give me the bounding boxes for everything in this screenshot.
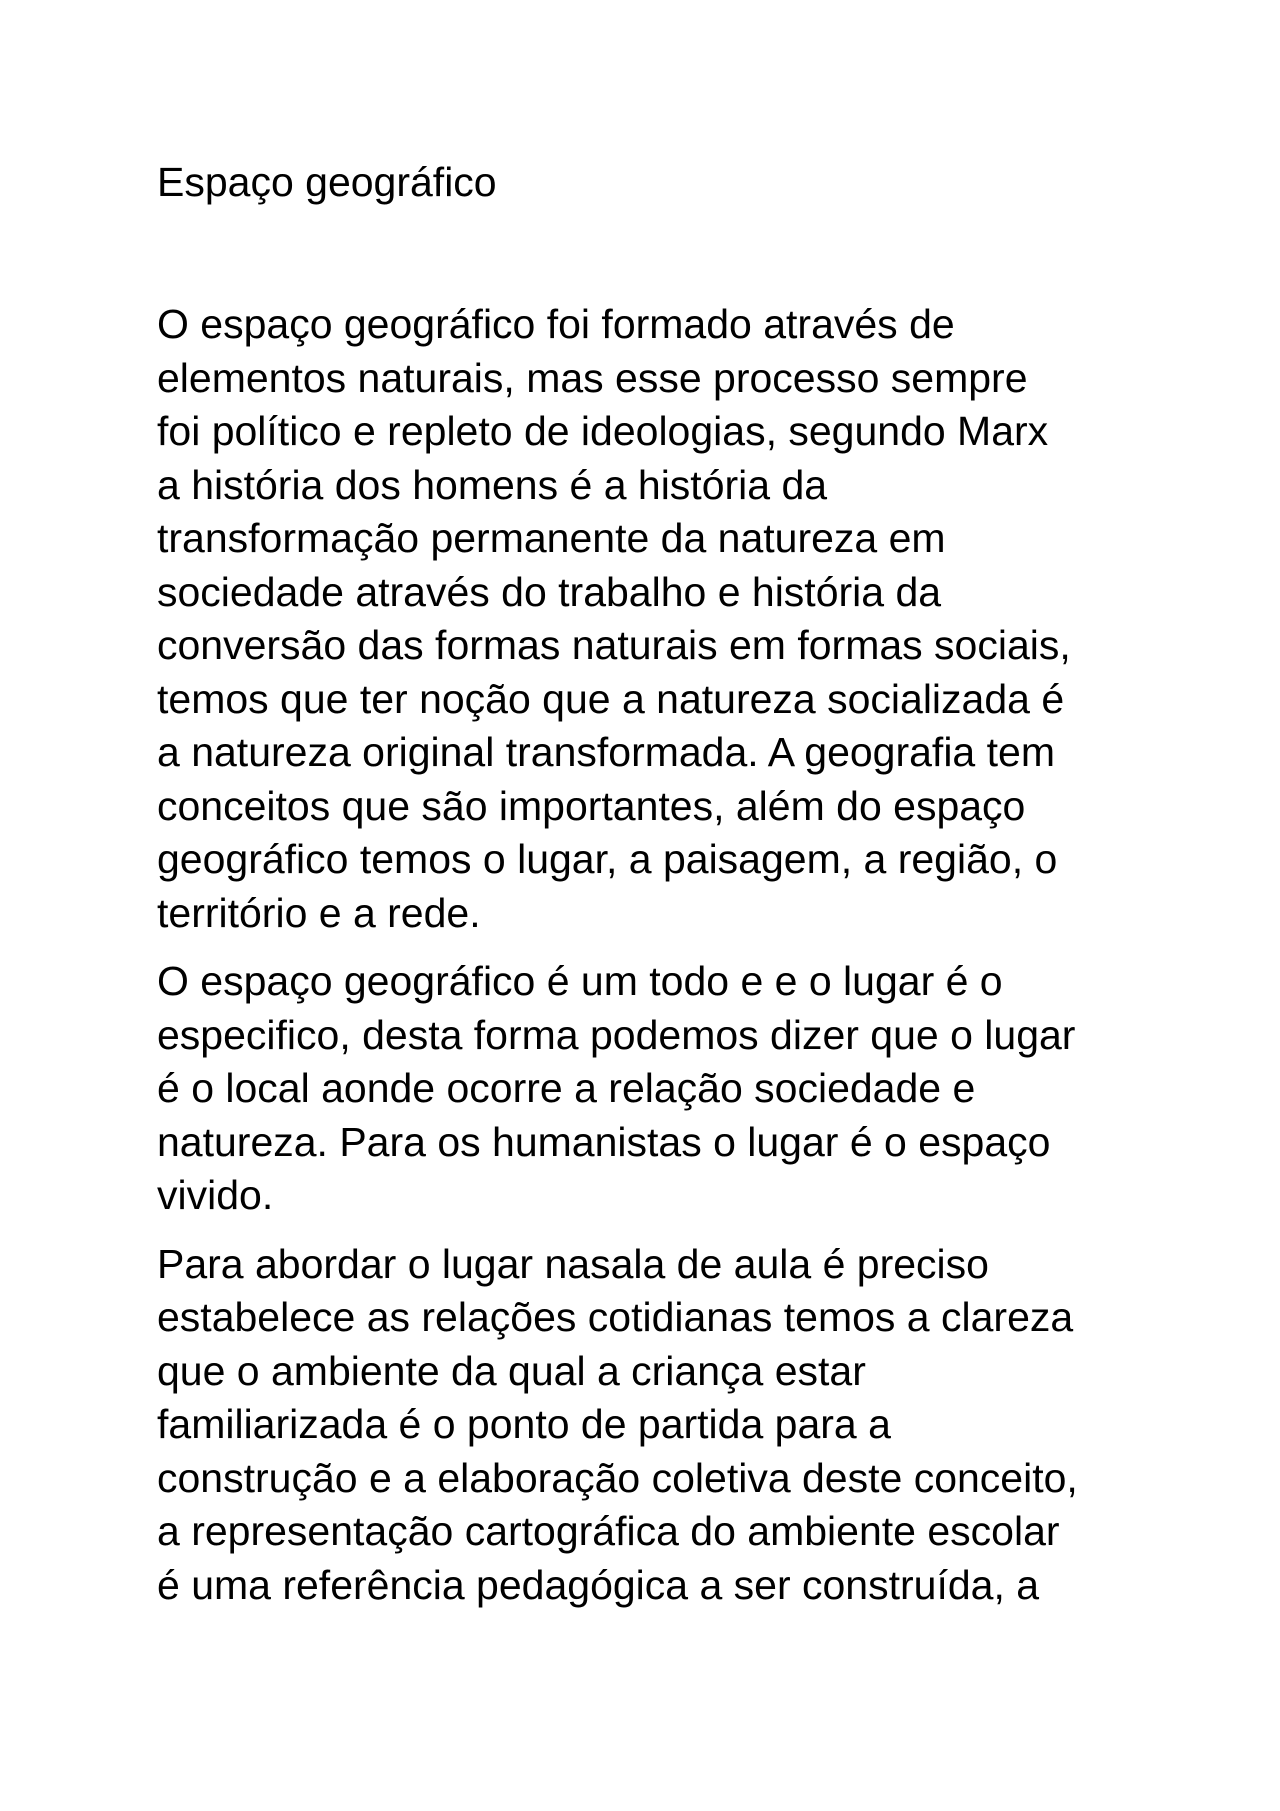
text-line: sociedade através do trabalho e história da (157, 568, 942, 615)
text-line: a história dos homens é a história da (157, 461, 828, 508)
text-line: vivido. (157, 1172, 274, 1218)
text-line: conversão das formas naturais em formas sociais, (157, 622, 1071, 668)
paragraph-3 (157, 1238, 1167, 1613)
text-line: que o ambiente da qual a criança estar (157, 1347, 866, 1394)
text-line: familiarizada é o ponto de partida para a (157, 1401, 891, 1447)
text-line: especifico, desta forma podemos dizer que o lugar (157, 1011, 1076, 1058)
text-line: O espaço geográfico foi formado através de (157, 301, 955, 347)
document-body (157, 298, 1167, 1627)
text-line: construção e a elaboração coletiva deste conceito, (157, 1454, 1078, 1501)
paragraph-2 (157, 955, 1167, 1223)
text-line: O espaço geográfico é um todo e e o lugar é o (157, 958, 1003, 1004)
text-line: estabelece as relações cotidianas temos a clareza (157, 1294, 1074, 1340)
text-line: geográfico temos o lugar, a paisagem, a região, o (157, 836, 1058, 882)
text-line: a representação cartográfica do ambiente escolar (157, 1508, 1060, 1554)
text-line: território e a rede. (157, 889, 481, 936)
page-title: Espaço geográfico (157, 159, 497, 205)
text-line: é uma referência pedagógica a ser construída, a (157, 1561, 1040, 1608)
text-line: temos que ter noção que a natureza socializada é (157, 675, 1065, 722)
paragraph-1 (157, 298, 1167, 940)
text-line: a natureza original transformada. A geografia tem (157, 729, 1055, 775)
text-line: natureza. Para os humanistas o lugar é o espaço (157, 1118, 1051, 1165)
text-line: transformação permanente da natureza em (157, 515, 946, 561)
text-line: foi político e repleto de ideologias, segundo Marx (157, 408, 1049, 454)
text-line: elementos naturais, mas esse processo sempre (157, 354, 1028, 401)
text-line: conceitos que são importantes, além do espaço (157, 782, 1026, 829)
text-line: é o local aonde ocorre a relação sociedade e (157, 1065, 976, 1111)
text-line: Para abordar o lugar nasala de aula é preciso (157, 1240, 989, 1287)
